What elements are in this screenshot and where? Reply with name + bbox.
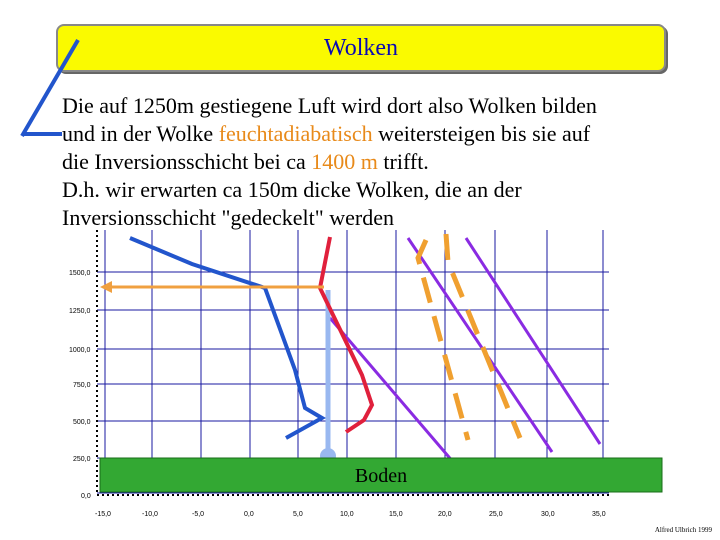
highlight-term: feuchtadiabatisch: [218, 121, 373, 146]
temperature-profile: [130, 238, 322, 438]
x-tick-label: 30,0: [541, 511, 555, 518]
x-tick-label: 20,0: [438, 511, 452, 518]
moist-adiabat-1: [418, 240, 468, 440]
ground-label: Boden: [354, 465, 408, 487]
text-line: D.h. wir erwarten ca 150m dicke Wolken, die an der: [62, 177, 522, 202]
y-tick-label: 500,0: [73, 419, 91, 426]
x-tick-label: 35,0: [592, 511, 606, 518]
x-tick-label: 10,0: [340, 511, 354, 518]
dry-adiabat-3: [466, 238, 600, 444]
x-tick-label: 0,0: [244, 511, 254, 518]
arrowhead-icon: [100, 281, 112, 293]
x-tick-label: 15,0: [389, 511, 403, 518]
x-tick-label: 25,0: [489, 511, 503, 518]
text-line: Die auf 1250m gestiegene Luft wird dort also Wolken bilden: [62, 93, 597, 118]
slide-text: [62, 92, 702, 232]
dry-adiabat-2: [408, 238, 552, 452]
text-line: die Inversionsschicht bei ca 1400 m trifft.: [62, 149, 429, 174]
y-tick-label: 1000,0: [69, 347, 91, 354]
slide-title: Wolken: [323, 34, 399, 61]
x-tick-label: -5,0: [192, 511, 205, 518]
y-tick-label: 250,0: [73, 456, 91, 463]
author-credit: Alfred Ulbrich 1999: [654, 526, 712, 534]
x-tick-label: -10,0: [142, 511, 158, 518]
y-tick-label: 1250,0: [69, 308, 91, 315]
x-tick-label: 5,0: [293, 511, 303, 518]
y-tick-label: 750,0: [73, 382, 91, 389]
y-tick-label: 1500,0: [69, 270, 91, 277]
highlight-term: 1400 m: [311, 149, 378, 174]
x-tick-label: -15,0: [95, 511, 111, 518]
y-tick-label: 0,0: [81, 493, 91, 500]
text-line: Inversionsschicht "gedeckelt" werden: [62, 205, 394, 230]
text-line: und in der Wolke feuchtadiabatisch weitersteigen bis sie auf: [62, 121, 591, 146]
